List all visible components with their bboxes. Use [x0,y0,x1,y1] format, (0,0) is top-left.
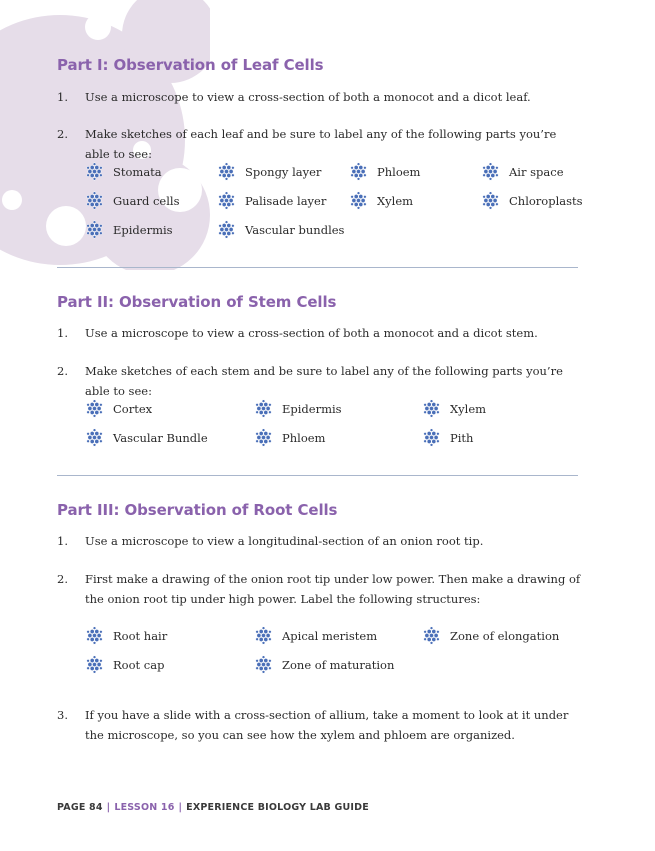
cell-cluster-icon [85,655,104,674]
part-label: Zone of maturation [282,658,395,672]
part-label: Cortex [113,402,153,416]
part-label: Root cap [113,658,165,672]
cell-cluster-icon [217,191,236,210]
step-number: 1. [57,90,68,104]
part3-heading: Part III: Observation of Root Cells [57,501,338,519]
part-label: Epidermis [282,402,342,416]
step-text: Make sketches of each leaf and be sure to label any of the following parts you’re able to see: [85,127,557,161]
part-label: Spongy layer [245,165,322,179]
step-text: Make sketches of each stem and be sure to label any of the following parts you’re able to see: [85,364,563,398]
step-text: If you have a slide with a cross-section of allium, take a moment to look at it under the microscope, so you can see how the xylem and phloem are organized. [85,708,569,742]
section-divider [57,475,578,476]
part-label: Xylem [377,194,414,208]
cell-cluster-icon [481,191,500,210]
footer-separator: | [178,802,183,813]
part-label: Phloem [282,431,326,445]
cell-cluster-icon [85,191,104,210]
part-label: Zone of elongation [450,629,560,643]
step-number: 1. [57,534,68,548]
part-label: Vascular bundles [245,223,345,237]
cell-cluster-icon [422,626,441,645]
cell-cluster-icon [254,655,273,674]
footer-lesson: LESSON 16 [114,802,175,813]
cell-cluster-icon [217,162,236,181]
footer-guide-title: EXPERIENCE BIOLOGY LAB GUIDE [186,802,369,813]
cell-cluster-icon [254,626,273,645]
step-text: Use a microscope to view a cross-section of both a monocot and a dicot leaf. [85,90,531,104]
cell-cluster-icon [85,162,104,181]
cell-cluster-icon [85,626,104,645]
cell-cluster-icon [254,399,273,418]
cell-cluster-icon [217,220,236,239]
step-number: 2. [57,364,68,378]
part1-heading: Part I: Observation of Leaf Cells [57,56,324,74]
cell-cluster-icon [481,162,500,181]
cell-cluster-icon [85,428,104,447]
step-number: 2. [57,572,68,586]
cell-cluster-icon [349,162,368,181]
section-divider [57,267,578,268]
footer-page-number: PAGE 84 [57,802,103,813]
part-label: Palisade layer [245,194,327,208]
cell-cluster-icon [254,428,273,447]
cell-cluster-icon [422,399,441,418]
part-label: Air space [509,165,564,179]
cell-cluster-icon [349,191,368,210]
step-number: 2. [57,127,68,141]
step-number: 3. [57,708,68,722]
part-label: Pith [450,431,474,445]
step-number: 1. [57,326,68,340]
step-text: Use a microscope to view a longitudinal-section of an onion root tip. [85,534,484,548]
step-text: First make a drawing of the onion root tip under low power. Then make a drawing of the onion root tip under high power. Label the following structures: [85,572,581,606]
part-label: Apical meristem [282,629,378,643]
part-label: Guard cells [113,194,180,208]
part-label: Xylem [450,402,487,416]
part2-heading: Part II: Observation of Stem Cells [57,293,337,311]
part-label: Vascular Bundle [113,431,208,445]
cell-cluster-icon [85,399,104,418]
cell-cluster-icon [422,428,441,447]
part-label: Root hair [113,629,168,643]
part-label: Stomata [113,165,162,179]
step-text: Use a microscope to view a cross-section of both a monocot and a dicot stem. [85,326,538,340]
part-label: Epidermis [113,223,173,237]
part-label: Phloem [377,165,421,179]
page-footer [57,802,369,813]
footer-separator: | [106,802,111,813]
cell-cluster-icon [85,220,104,239]
part-label: Chloroplasts [509,194,583,208]
